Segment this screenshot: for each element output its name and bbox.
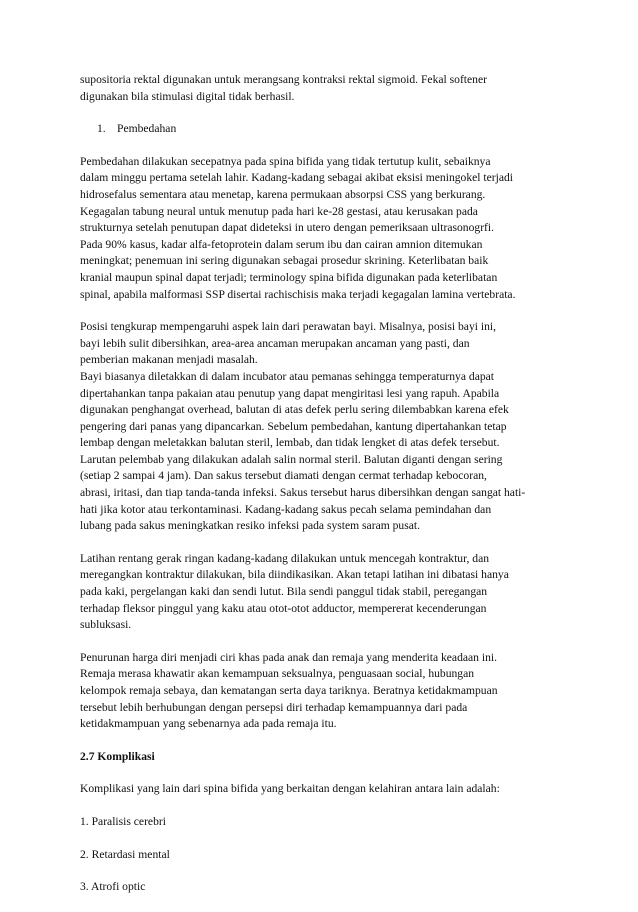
list-item: 2. Retardasi mental [80,847,170,861]
text-line: pada kaki, pergelangan kaki dan sendi lutut. Bila sendi panggul tidak stabil, peregangan [80,585,488,599]
text-line: tersebut lebih berhubungan dengan persepsi diri terhadap kemampuannya dari pada [80,700,468,714]
text-line: terhadap fleksor pinggul yang kaku atau otot-otot adductor, mempererat kecenderungan [80,601,487,615]
paragraph-suppository [80,72,562,105]
text-line: Komplikasi yang lain dari spina bifida yang berkaitan dengan kelahiran antara lain adalah: [80,782,500,796]
text-line: lembap dengan meletakkan balutan steril, lembab, dan tidak lengket di atas defek tersebut. [80,436,500,450]
paragraph-inkubator [80,369,562,535]
document-page [80,72,562,912]
paragraph-posisi-tengkurap [80,319,562,369]
text-line: Kegagalan tabung neural untuk menutup pada hari ke-28 gestasi, atau kerusakan pada [80,204,478,218]
text-line: meningkat; penemuan ini sering digunakan sebagai prosedur skrining. Keterlibatan baik [80,254,489,268]
text-line: digunakan penghangat overhead, balutan di atas defek perlu sering dilembabkan karena efek [80,403,509,417]
text-line: Posisi tengkurap mempengaruhi aspek lain dari perawatan bayi. Misalnya, posisi bayi ini, [80,320,496,334]
text-line: Pembedahan dilakukan secepatnya pada spina bifida yang tidak tertutup kulit, sebaiknya [80,154,491,168]
text-line: pengering dari panas yang dipancarkan. Sebelum pembedahan, kantung dipertahankan tetap [80,419,507,433]
text-line: dalam minggu pertama setelah lahir. Kadang-kadang sebagai akibat eksisi meningokel terjadi [80,171,514,185]
text-line: Bayi biasanya diletakkan di dalam incubator atau pemanas sehingga temperaturnya dapat [80,369,495,383]
paragraph-pembedahan [80,154,562,303]
text-line: ketidakmampuan yang sebenarnya ada pada remaja itu. [80,717,337,731]
text-line: Penurunan harga diri menjadi ciri khas pada anak dan remaja yang menderita keadaan ini. [80,650,497,664]
list-item: 1. Paralisis cerebri [80,814,166,828]
text-line: Larutan pelembab yang dilakukan adalah salin normal steril. Balutan diganti dengan sering [80,452,503,466]
text-line: subluksasi. [80,618,132,632]
text-line: supositoria rektal digunakan untuk merangsang kontraksi rektal sigmoid. Fekal softener [80,73,487,86]
paragraph-latihan [80,551,562,634]
paragraph-harga-diri [80,650,562,733]
text-line: Latihan rentang gerak ringan kadang-kadang dilakukan untuk mencegah kontraktur, dan [80,551,490,565]
text-line: (setiap 2 sampai 4 jam). Dan sakus tersebut diamati dengan cermat terhadap kebocoran, [80,469,487,483]
paragraph-komplikasi [80,781,562,798]
text-line: spinal, apabila malformasi SSP disertai rachischisis maka terjadi kegagalan lamina vertebrata. [80,287,516,301]
text-line: lubang pada sakus meningkatkan resiko infeksi pada system saram pusat. [80,519,421,533]
text-line: kranial maupun spinal dapat terjadi; terminology spina bifida digunakan pada keterlibatan [80,270,498,284]
text-line: kelompok remaja sebaya, dan kematangan serta daya tariknya. Beratnya ketidakmampuan [80,684,498,697]
text-line: Remaja merasa khawatir akan kemampuan seksualnya, penguasaan social, hubungan [80,667,475,681]
text-line: hati jika kotor atau terkontaminasi. Kadang-kadang sakus pecah selama pemindahan dan [80,502,492,516]
text-line: strukturnya setelah penutupan dapat dideteksi in utero dengan pemeriksaan ultrasonogrfi. [80,221,495,235]
text-line: meregangkan kontraktur dilakukan, bila diindikasikan. Akan tetapi latihan ini dibatasi hanya [80,568,509,582]
list-number: 1. [97,122,106,136]
text-line: abrasi, iritasi, dan tiap tanda-tanda infeksi. Sakus tersebut harus dibersihkan dengan sangat hati- [80,486,526,500]
text-line: bayi lebih sulit dibersihkan, area-area ancaman merupakan ancaman yang pasti, dan [80,336,470,350]
text-line: hidrosefalus sementara atau menetap, karena permukaan absorpsi CSS yang berkurang. [80,187,486,201]
numbered-item-pembedahan [80,121,562,138]
text-line: Pada 90% kasus, kadar alfa-fetoprotein dalam serum ibu dan cairan amnion ditemukan [80,237,483,251]
text-line: pemberian makanan menjadi masalah. [80,353,258,367]
section-heading: 2.7 Komplikasi [80,749,155,763]
list-label: Pembedahan [117,122,177,136]
list-item: 3. Atrofi optic [80,880,146,894]
text-line: digunakan bila stimulasi digital tidak berhasil. [80,89,295,103]
text-line: dipertahankan tanpa pakaian atau penutup yang dapat mengiritasi lesi yang rapuh. Apabila [80,386,500,400]
